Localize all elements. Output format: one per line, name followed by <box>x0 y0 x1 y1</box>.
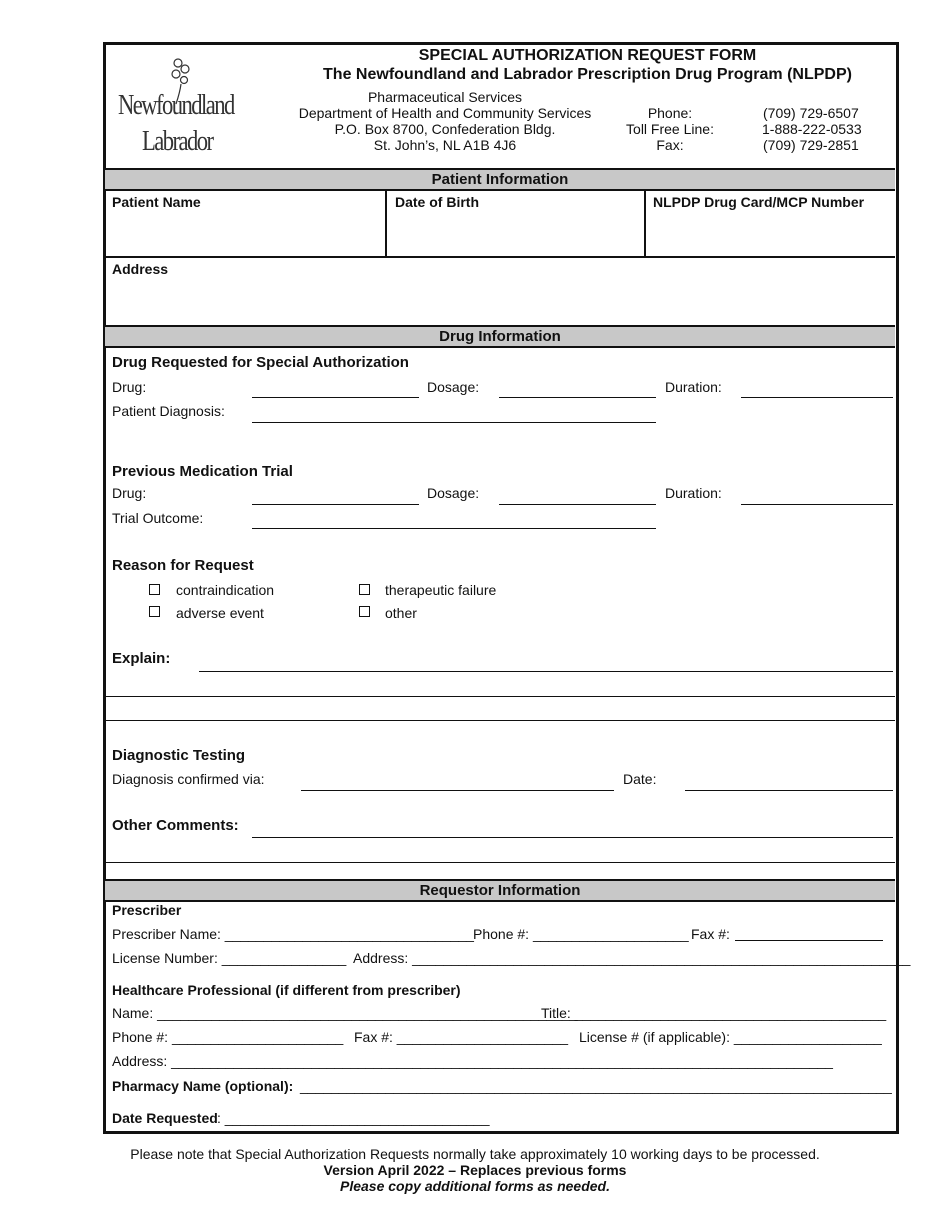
drug-label: Drug: <box>112 379 147 395</box>
logo-newfoundland: Newfoundland <box>118 89 234 121</box>
address-line-2: Department of Health and Community Services <box>298 105 592 121</box>
diagnosis-confirmed-input-line[interactable] <box>301 790 614 791</box>
trial-dosage-label: Dosage: <box>427 485 480 501</box>
address-label: Address <box>112 261 169 277</box>
explain-input-line-3[interactable] <box>105 720 895 721</box>
dob-label: Date of Birth <box>395 194 479 210</box>
prescriber-address-field[interactable]: Address: ________________________________________________________________ <box>353 950 911 966</box>
requestor-section-header: Requestor Information <box>105 879 895 902</box>
dob-field[interactable] <box>390 212 640 254</box>
program-title: The Newfoundland and Labrador Prescription Drug Program (NLPDP) <box>323 66 852 83</box>
drug-card-field[interactable] <box>649 212 891 254</box>
diagnostic-date-input-line[interactable] <box>685 790 893 791</box>
diagnostic-date-label: Date: <box>623 771 657 787</box>
explain-input-line-1[interactable] <box>199 671 893 672</box>
drug-section-header: Drug Information <box>105 325 895 348</box>
reason-heading: Reason for Request <box>112 557 254 574</box>
diagnosis-confirmed-label: Diagnosis confirmed via: <box>112 771 265 787</box>
diagnostic-testing-heading: Diagnostic Testing <box>112 747 246 764</box>
trial-drug-label: Drug: <box>112 485 147 501</box>
therapeutic-failure-checkbox[interactable] <box>359 584 370 595</box>
patient-divider-1 <box>385 189 387 256</box>
date-requested-field[interactable]: : __________________________________ <box>217 1110 490 1126</box>
other-comments-input-line-2[interactable] <box>105 862 895 863</box>
dosage-label: Dosage: <box>427 379 480 395</box>
patient-row-divider <box>105 256 895 258</box>
hcp-license-field[interactable]: License # (if applicable): ___________________ <box>579 1029 882 1045</box>
duration-label: Duration: <box>665 379 722 395</box>
pharmacy-name-field[interactable]: ____________________________________________________________________________ <box>300 1078 892 1094</box>
trial-outcome-input-line[interactable] <box>252 528 656 529</box>
drug-requested-heading: Drug Requested for Special Authorization <box>112 354 409 371</box>
other-label: other <box>385 605 417 621</box>
prescriber-name-field[interactable]: Prescriber Name: ________________________________ <box>112 926 474 942</box>
patient-divider-2 <box>644 189 646 256</box>
form-title: SPECIAL AUTHORIZATION REQUEST FORM <box>418 47 757 64</box>
hcp-heading: Healthcare Professional (if different from prescriber) <box>112 982 461 998</box>
contraindication-checkbox[interactable] <box>149 584 160 595</box>
hcp-title-field[interactable]: Title: ________________________________________ <box>541 1005 887 1021</box>
pharmacy-name-label: Pharmacy Name (optional): <box>112 1078 294 1094</box>
phone-value: (709) 729-6507 <box>763 105 859 121</box>
patient-address-field[interactable] <box>107 279 891 321</box>
patient-name-label: Patient Name <box>112 194 201 210</box>
explain-label: Explain: <box>112 650 171 667</box>
trial-drug-input-line[interactable] <box>252 504 419 505</box>
hcp-phone-field[interactable]: Phone #: ______________________ <box>112 1029 344 1045</box>
trial-duration-input-line[interactable] <box>741 504 893 505</box>
prescriber-heading: Prescriber <box>112 902 182 918</box>
dosage-input-line[interactable] <box>499 397 656 398</box>
drug-input-line[interactable] <box>252 397 419 398</box>
contraindication-label: contraindication <box>176 582 275 598</box>
hcp-name-field[interactable]: Name: ______________________________________________________ <box>112 1005 578 1021</box>
trial-outcome-label: Trial Outcome: <box>112 510 204 526</box>
patient-section-header: Patient Information <box>105 168 895 191</box>
drug-card-label: NLPDP Drug Card/MCP Number <box>653 194 865 210</box>
diagnosis-input-line[interactable] <box>252 422 656 423</box>
previous-trial-heading: Previous Medication Trial <box>112 463 293 480</box>
trial-dosage-input-line[interactable] <box>499 504 656 505</box>
hcp-address-field[interactable]: Address: _____________________________________________________________________________________ <box>112 1053 833 1069</box>
prescriber-fax-label: Fax #: <box>691 926 730 942</box>
tollfree-value: 1-888-222-0533 <box>762 121 862 137</box>
copy-note: Please copy additional forms as needed. <box>340 1178 610 1194</box>
explain-input-line-2[interactable] <box>105 696 895 697</box>
logo-labrador: Labrador <box>142 125 213 157</box>
duration-input-line[interactable] <box>741 397 893 398</box>
nl-logo <box>118 54 243 159</box>
therapeutic-failure-label: therapeutic failure <box>385 582 497 598</box>
date-requested-label: Date Requested <box>112 1110 218 1126</box>
prescriber-fax-input-line[interactable] <box>735 940 883 941</box>
address-line-1: Pharmaceutical Services <box>367 89 523 105</box>
version-note: Version April 2022 – Replaces previous forms <box>323 1162 627 1178</box>
other-checkbox[interactable] <box>359 606 370 617</box>
phone-label: Phone: <box>647 105 693 121</box>
other-comments-input-line-1[interactable] <box>252 837 893 838</box>
processing-note: Please note that Special Authorization Requests normally take approximately 10 working days to be processed. <box>130 1146 820 1162</box>
address-line-3: P.O. Box 8700, Confederation Bldg. <box>334 121 556 137</box>
trial-duration-label: Duration: <box>665 485 722 501</box>
diagnosis-label: Patient Diagnosis: <box>112 403 225 419</box>
fax-label: Fax: <box>656 137 684 153</box>
tollfree-label: Toll Free Line: <box>626 121 714 137</box>
other-comments-label: Other Comments: <box>112 817 239 834</box>
hcp-fax-field[interactable]: Fax #: ______________________ <box>354 1029 569 1045</box>
patient-name-field[interactable] <box>107 212 382 254</box>
adverse-event-label: adverse event <box>176 605 264 621</box>
prescriber-phone-field[interactable]: Phone #: ____________________ <box>473 926 689 942</box>
license-number-field[interactable]: License Number: ________________ <box>112 950 347 966</box>
fax-value: (709) 729-2851 <box>763 137 859 153</box>
adverse-event-checkbox[interactable] <box>149 606 160 617</box>
address-line-4: St. John’s, NL A1B 4J6 <box>373 137 517 153</box>
